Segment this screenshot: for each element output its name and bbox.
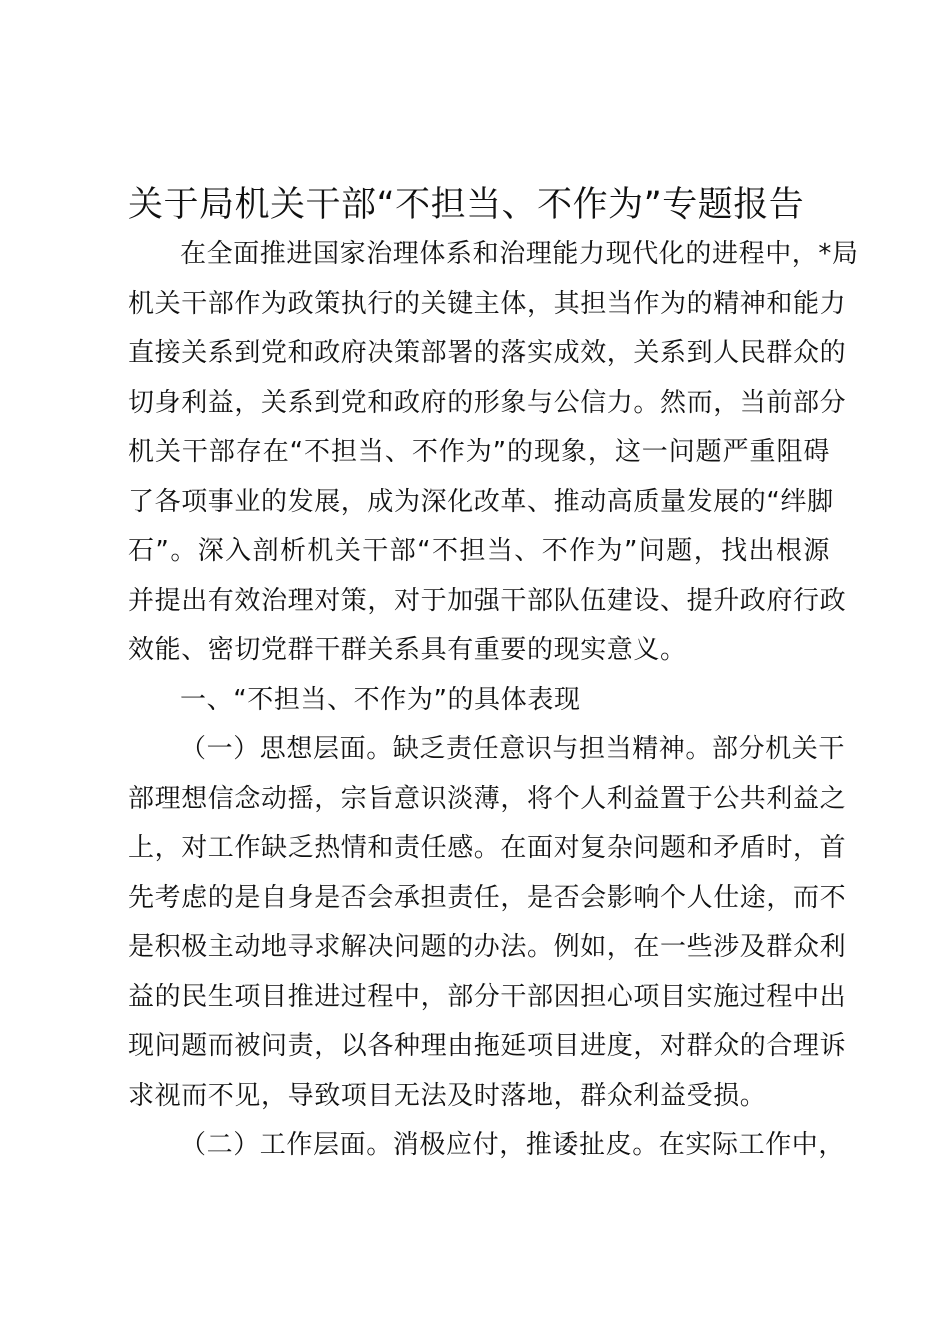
- paragraph-line: 机关干部作为政策执行的关键主体，其担当作为的精神和能力: [128, 288, 847, 319]
- paragraph-line: 切身利益，关系到党和政府的形象与公信力。然而，当前部分: [128, 387, 847, 418]
- paragraph-line: 现问题而被问责，以各种理由拖延项目进度，对群众的合理诉: [128, 1031, 847, 1061]
- paragraph-line: 益的民生项目推进过程中，部分干部因担心项目实施过程中出: [128, 981, 847, 1012]
- paragraph-line: 石”。深入剖析机关干部“不担当、不作为”问题，找出根源: [128, 536, 830, 566]
- section-1-heading: 一、“不担当、不作为”的具体表现: [180, 684, 581, 715]
- paragraph-line: 直接关系到党和政府决策部署的落实成效，关系到人民群众的: [128, 338, 847, 368]
- paragraph-line: 效能、密切党群干群关系具有重要的现实意义。: [128, 635, 687, 665]
- subsection-2-paragraph: [128, 1121, 846, 1171]
- paragraph-line: 在全面推进国家治理体系和治理能力现代化的进程中，*局: [180, 239, 859, 269]
- subsection-1-paragraph: [128, 725, 847, 1121]
- document-title: 关于局机关干部“不担当、不作为”专题报告: [128, 185, 805, 225]
- paragraph-line: 上，对工作缺乏热情和责任感。在面对复杂问题和矛盾时，首: [128, 833, 847, 863]
- paragraph-line: 部理想信念动摇，宗旨意识淡薄，将个人利益置于公共利益之: [128, 783, 847, 814]
- paragraph-line: （一）思想层面。缺乏责任意识与担当精神。部分机关干: [180, 734, 846, 764]
- document-body: [128, 230, 859, 1171]
- intro-paragraph: [128, 230, 859, 676]
- paragraph-line: 先考虑的是自身是否会承担责任，是否会影响个人仕途，而不: [128, 882, 847, 913]
- paragraph-line: 机关干部存在“不担当、不作为”的现象，这一问题严重阻碍: [128, 437, 830, 467]
- paragraph-line: 并提出有效治理对策，对于加强干部队伍建设、提升政府行政: [128, 585, 847, 616]
- paragraph-line: 是积极主动地寻求解决问题的办法。例如，在一些涉及群众利: [128, 932, 847, 962]
- section-heading: [128, 676, 830, 726]
- paragraph-line: （二）工作层面。消极应付，推诿扯皮。在实际工作中，: [180, 1130, 846, 1160]
- paragraph-line: 求视而不见，导致项目无法及时落地，群众利益受损。: [128, 1080, 767, 1111]
- paragraph-line: 了各项事业的发展，成为深化改革、推动高质量发展的“绊脚: [128, 486, 834, 517]
